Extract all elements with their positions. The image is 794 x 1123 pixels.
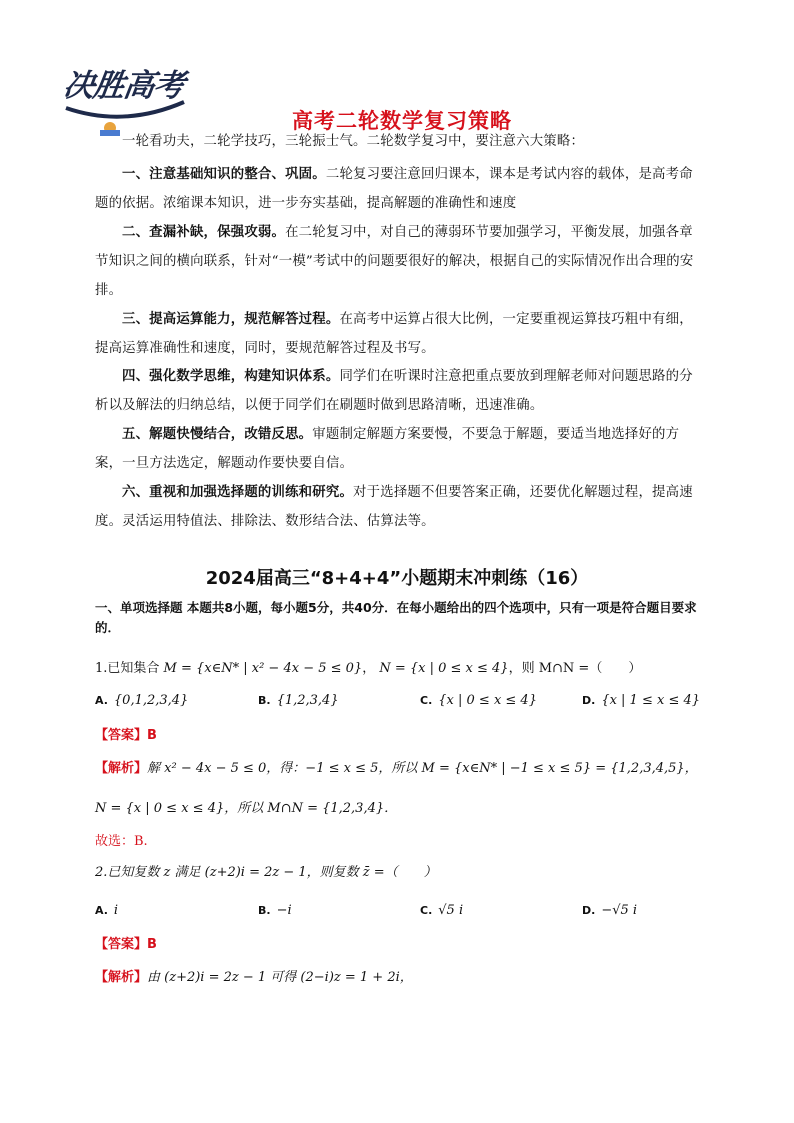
- strategy-item-body: 在高考中运算占很大比例，一定要重视运算技巧粗中有细，提高运算准确性和速度，同时，要规范解答过程及书写。: [95, 312, 693, 356]
- q1-suffix: ，则 M∩N =（ ）: [508, 661, 642, 676]
- strategy-item-body: 在二轮复习中，对自己的薄弱环节要加强学习，平衡发展，加强各章节知识之间的横向联系，针对“一模”考试中的问题要很好的解决，根据自己的实际情况作出合理的安排。: [95, 225, 694, 298]
- option-label: C.: [420, 694, 433, 707]
- strategy-item-body: 二轮复习要注意回归课本，课本是考试内容的载体，是高考命题的依据。浓缩课本知识，进一步夯实基础，提高解题的准确性和速度: [95, 167, 693, 211]
- strategy-item-lead: 五、解题快慢结合，改错反思。: [122, 426, 313, 442]
- strategy-item-4: [95, 362, 699, 420]
- exam-title: 2024届高三“8+4+4”小题期末冲刺练（16）: [205, 568, 589, 589]
- option-label: A.: [95, 694, 108, 707]
- q1-prefix: 1.已知集合: [95, 661, 160, 676]
- option-text: {0,1,2,3,4}: [113, 693, 189, 708]
- option-text: −√5 i: [601, 903, 638, 918]
- strategy-intro: 一轮看功夫，二轮学技巧，三轮振士气。二轮数学复习中，要注意六大策略：: [122, 134, 585, 149]
- option-label: D.: [582, 904, 596, 917]
- strategy-item-5: [95, 420, 699, 478]
- q2-stem: 2.已知复数 z 满足 (z+2)i = 2z − 1，则复数 z̄ =（ ）: [95, 865, 437, 880]
- strategy-item-body: 对于选择题不但要答案正确，还要优化解题过程，提高速度。灵活运用特值法、排除法、数形结合法、估算法等。: [95, 485, 693, 529]
- question-1-stem: 1.已知集合 M = {x∈N* | x² − 4x − 5 ≤ 0}， N = {x | 0 ≤ x ≤ 4}，则 M∩N =（ ）: [95, 661, 642, 676]
- option-text: i: [113, 903, 119, 918]
- q1-answer: [95, 724, 157, 743]
- option-text: {x | 0 ≤ x ≤ 4}: [438, 693, 537, 708]
- q1-option-b: [258, 693, 339, 708]
- q1-option-c: [420, 693, 537, 708]
- q1-analysis-line-2: [95, 797, 397, 816]
- strategy-item-body: 审题制定解题方案要慢，不要急于解题，要适当地选择好的方案，一旦方法选定，解题动作要快要自信。: [95, 427, 680, 471]
- q1-choose: 故选：B.: [95, 834, 148, 849]
- q1-option-a: [95, 693, 188, 708]
- strategy-item-lead: 四、强化数学思维，构建知识体系。: [122, 368, 340, 384]
- q2-option-a: [95, 903, 118, 918]
- q2-analysis-line-1: [95, 966, 413, 985]
- strategy-item-body: 同学们在听课时注意把重点要放到理解老师对问题思路的分析以及解法的归纳总结，以便于同学们在刷题时做到思路清晰，迅速准确。: [95, 369, 693, 413]
- analysis-tag: 【解析】: [95, 970, 148, 985]
- answer-value: B: [147, 937, 157, 952]
- strategy-title: 高考二轮数学复习策略: [292, 109, 512, 133]
- option-label: A.: [95, 904, 108, 917]
- strategy-item-1: [95, 160, 699, 218]
- option-text: √5 i: [438, 903, 464, 918]
- option-label: B.: [258, 694, 271, 707]
- q1-analysis-line-1: [95, 757, 698, 776]
- section-heading: 一、单项选择题 本题共8小题，每小题5分，共40分．在每小题给出的四个选项中，只有一项是符合题目要求的．: [95, 600, 697, 635]
- analysis-text: N = {x | 0 ≤ x ≤ 4}，所以 M∩N = {1,2,3,4}．: [95, 801, 398, 816]
- q1-set-m: M = {x∈N* | x² − 4x − 5 ≤ 0}: [163, 661, 363, 676]
- q2-option-d: [582, 903, 637, 918]
- answer-tag: 【答案】: [95, 937, 148, 952]
- analysis-text: 由 (z+2)i = 2z − 1 可得 (2−i)z = 1 + 2i，: [147, 970, 413, 985]
- answer-value: B: [147, 728, 157, 743]
- analysis-text: 解 x² − 4x − 5 ≤ 0，得：−1 ≤ x ≤ 5，所以 M = {x∈N* | −1 ≤ x ≤ 5} = {1,2,3,4,5}，: [147, 761, 698, 776]
- q2-answer: [95, 933, 157, 952]
- option-text: {1,2,3,4}: [276, 693, 339, 708]
- q1-option-d: [582, 693, 700, 708]
- strategy-item-3: [95, 305, 699, 363]
- option-label: B.: [258, 904, 271, 917]
- logo-text: 决胜高考: [60, 68, 187, 104]
- strategy-item-lead: 一、注意基础知识的整合、巩固。: [122, 166, 326, 182]
- strategy-item-lead: 六、重视和加强选择题的训练和研究。: [122, 484, 354, 500]
- question-2-stem: [95, 861, 437, 880]
- analysis-tag: 【解析】: [95, 761, 148, 776]
- strategy-item-lead: 二、查漏补缺，保强攻弱。: [122, 224, 286, 240]
- option-text: −i: [276, 903, 292, 918]
- q1-set-n: N = {x | 0 ≤ x ≤ 4}: [379, 661, 509, 676]
- strategy-item-2: [95, 218, 699, 305]
- q2-option-b: [258, 903, 292, 918]
- option-label: D.: [582, 694, 596, 707]
- strategy-item-lead: 三、提高运算能力，规范解答过程。: [122, 311, 340, 327]
- q2-option-c: [420, 903, 463, 918]
- answer-tag: 【答案】: [95, 728, 148, 743]
- option-text: {x | 1 ≤ x ≤ 4}: [601, 693, 701, 708]
- strategy-item-6: [95, 478, 699, 536]
- option-label: C.: [420, 904, 433, 917]
